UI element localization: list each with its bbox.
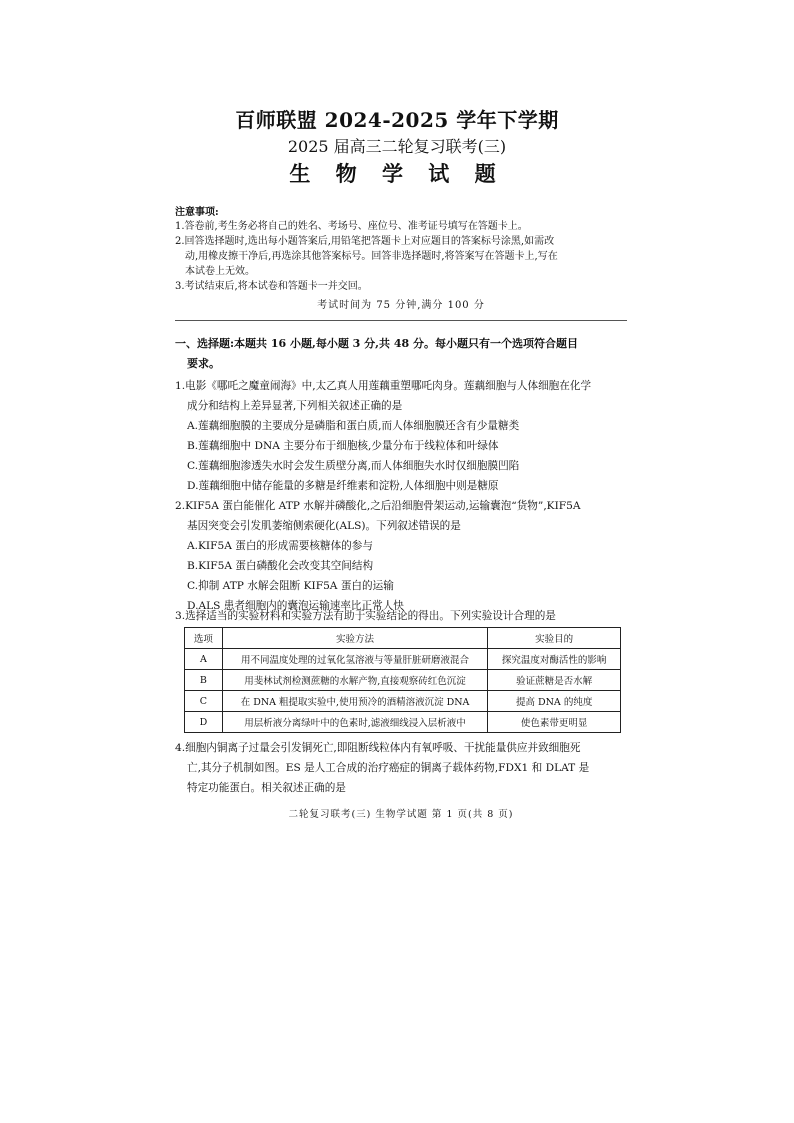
- table-cell: 验证蔗糖是否水解: [488, 670, 621, 691]
- question-1-option-d: D.莲藕细胞中储存能量的多糖是纤维素和淀粉,人体细胞中则是糖原: [187, 480, 499, 492]
- notice-item: 1.答卷前,考生务必将自己的姓名、考场号、座位号、准考证号填写在答题卡上。: [175, 221, 528, 232]
- table-cell: 使色素带更明显: [488, 712, 621, 733]
- question-2-option-a: A.KIF5A 蛋白的形成需要核糖体的参与: [187, 540, 373, 552]
- question-2-stem-cont: 基因突变会引发肌萎缩侧索硬化(ALS)。下列叙述错误的是: [187, 520, 461, 532]
- question-4-stem: 4.细胞内铜离子过量会引发铜死亡,即阻断线粒体内有氧呼吸、干扰能量供应并致细胞死: [175, 742, 581, 754]
- table-header: 实验目的: [488, 628, 621, 649]
- table-cell: 探究温度对酶活性的影响: [488, 649, 621, 670]
- table-cell: 在 DNA 粗提取实验中,使用预冷的酒精溶液沉淀 DNA: [222, 691, 488, 712]
- question-1-option-c: C.莲藕细胞渗透失水时会发生质壁分离,而人体细胞失水时仅细胞膜凹陷: [187, 460, 520, 472]
- experiment-table: [184, 627, 621, 733]
- question-4-stem-cont: 亡,其分子机制如图。ES 是人工合成的治疗癌症的铜离子载体药物,FDX1 和 DLAT 是: [187, 762, 590, 774]
- notice-item: 2.回答选择题时,选出每小题答案后,用铅笔把答题卡上对应题目的答案标号涂黑,如需改: [175, 236, 555, 247]
- question-1-stem-cont: 成分和结构上差异显著,下列相关叙述正确的是: [187, 400, 403, 412]
- table-header: 选项: [185, 628, 223, 649]
- subject-title: 生 物 学 试 题: [289, 161, 505, 186]
- notices-heading: 注意事项:: [175, 207, 219, 218]
- section-heading-cont: 要求。: [187, 357, 220, 370]
- question-2-option-b: B.KIF5A 蛋白磷酸化会改变其空间结构: [187, 560, 374, 572]
- notice-item: 本试卷上无效。: [185, 266, 255, 277]
- question-2-option-c: C.抑制 ATP 水解会阻断 KIF5A 蛋白的运输: [187, 580, 394, 592]
- section-heading: 一、选择题:本题共 16 小题,每小题 3 分,共 48 分。每小题只有一个选项符合题目: [175, 337, 578, 350]
- question-1-option-a: A.莲藕细胞膜的主要成分是磷脂和蛋白质,而人体细胞膜还含有少量糖类: [187, 420, 520, 432]
- exam-title: 百师联盟 2024-2025 学年下学期: [235, 108, 559, 132]
- exam-subtitle: 2025 届高三二轮复习联考(三): [287, 137, 507, 156]
- table-cell: D: [185, 712, 223, 733]
- table-row: [185, 712, 621, 733]
- table-cell: B: [185, 670, 223, 691]
- question-1-option-b: B.莲藕细胞中 DNA 主要分布于细胞核,少量分布于线粒体和叶绿体: [187, 440, 499, 452]
- notice-item: 3.考试结束后,将本试卷和答题卡一并交回。: [175, 281, 368, 292]
- table-row: [185, 649, 621, 670]
- table-cell: 用层析液分离绿叶中的色素时,滤液细线浸入层析液中: [222, 712, 488, 733]
- table-row: [185, 670, 621, 691]
- question-2-option-d: D.ALS 患者细胞内的囊泡运输速率比正常人快: [187, 600, 404, 612]
- question-2-stem: 2.KIF5A 蛋白能催化 ATP 水解并磷酸化,之后沿细胞骨架运动,运输囊泡“货物”,KIF5A: [175, 500, 581, 512]
- table-cell: 提高 DNA 的纯度: [488, 691, 621, 712]
- table-cell: 用斐林试剂检测蔗糖的水解产物,直接观察砖红色沉淀: [222, 670, 488, 691]
- question-1-stem: 1.电影《哪吒之魔童闹海》中,太乙真人用莲藕重塑哪吒肉身。莲藕细胞与人体细胞在化学: [175, 380, 592, 392]
- notice-item: 动,用橡皮擦干净后,再选涂其他答案标号。回答非选择题时,将答案写在答题卡上,写在: [185, 251, 558, 262]
- page-footer: 二轮复习联考(三) 生物学试题 第 1 页(共 8 页): [288, 809, 514, 820]
- question-4-stem-cont: 特定功能蛋白。相关叙述正确的是: [187, 782, 346, 794]
- table-cell: 用不同温度处理的过氧化氢溶液与等量肝脏研磨液混合: [222, 649, 488, 670]
- table-header: 实验方法: [222, 628, 488, 649]
- divider: [175, 320, 627, 321]
- table-header-row: [185, 628, 621, 649]
- table-cell: C: [185, 691, 223, 712]
- table-cell: A: [185, 649, 223, 670]
- question-3-stem: 3.选择适当的实验材料和实验方法有助于实验结论的得出。下列实验设计合理的是: [175, 610, 556, 622]
- exam-time: 考试时间为 75 分钟,满分 100 分: [317, 300, 485, 311]
- table-row: [185, 691, 621, 712]
